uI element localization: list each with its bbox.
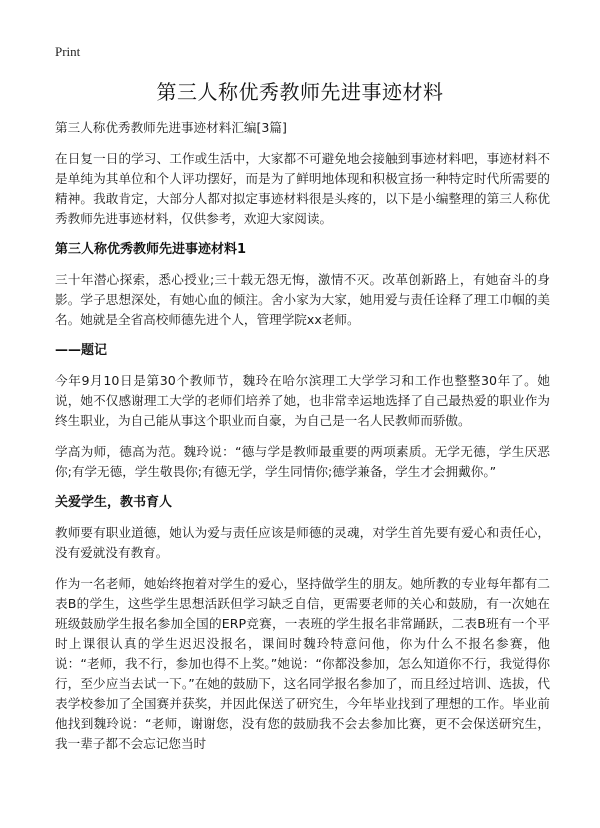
section2-paragraph-2: 作为一名老师，她始终抱着对学生的爱心，坚持做学生的朋友。她所教的专业每年都有二表B的学生，这些学生思想活跃但学习缺乏自信，更需要老师的关心和鼓励，有一次她在班级鼓励学生报名参加全国的ERP竞赛，一表班的学生报名非常踊跃，二表B班有一个平时上课很认真的学生迟迟没报名，课间时魏玲特意问他，你为什么不报名参赛，他说：“老师，我不行，参加也得不上奖。”她说：“你都没参加，怎么知道你不行，我觉得你行，至少应当去试一下。”在她的鼓励下，这名同学报名参加了，而且经过培训、选拔，代表学校参加了全国赛并获奖，并因此保送了研究生，今年毕业找到了理想的工作。毕业前他找到魏玲说：“老师，谢谢您，没有您的鼓励我不会去参加比赛，更不会保送研究生，我一辈子都不会忘记您当时 [55,576,550,751]
page-title: 第三人称优秀教师先进事迹材料 [156,80,444,104]
print-link[interactable]: Print [55,44,81,59]
section1-heading: 第三人称优秀教师先进事迹材料1 [55,242,247,257]
epigraph-heading: ——题记 [55,343,108,358]
section1-paragraph-2: 今年9月10日是第30个教师节，魏玲在哈尔滨理工大学学习和工作也整整30年了。她说，她不仅感谢理工大学的老师们培养了她，也非常幸运地选择了自己最热爱的职业作为终生职业，为自己能从事这个职业而自豪，为自己是一名人民教师而骄傲。 [55,373,550,428]
section1-paragraph-3: 学高为师，德高为范。魏玲说：“德与学是教师最重要的两项素质。无学无德，学生厌恶你;有学无德，学生敬畏你;有德无学，学生同情你;德学兼备，学生才会拥戴你。” [55,444,550,479]
intro-paragraph: 在日复一日的学习、工作或生活中，大家都不可避免地会接触到事迹材料吧，事迹材料不是单纯为其单位和个人评功摆好，而是为了鲜明地体现和积极宣扬一种特定时代所需要的精神。我敢肯定，大部分人都对拟定事迹材料很是头疼的，以下是小编整理的第三人称优秀教师先进事迹材料，仅供参考，欢迎大家阅读。 [55,151,550,226]
section1-paragraph-1: 三十年潜心探索，悉心授业;三十载无怨无悔，激情不灭。改革创新路上，有她奋斗的身影。学子思想深处，有她心血的倾注。舍小家为大家，她用爱与责任诠释了理工巾帼的美名。她就是全省高校师德先进个人，管理学院xx老师。 [55,272,550,327]
document-subtitle: 第三人称优秀教师先进事迹材料汇编[3篇] [55,120,287,135]
section2-heading: 关爱学生，教书育人 [55,495,173,510]
document-body [55,118,550,765]
section2-paragraph-1: 教师要有职业道德，她认为爱与责任应该是师德的灵魂，对学生首先要有爱心和责任心，没有爱就没有教育。 [55,525,550,560]
